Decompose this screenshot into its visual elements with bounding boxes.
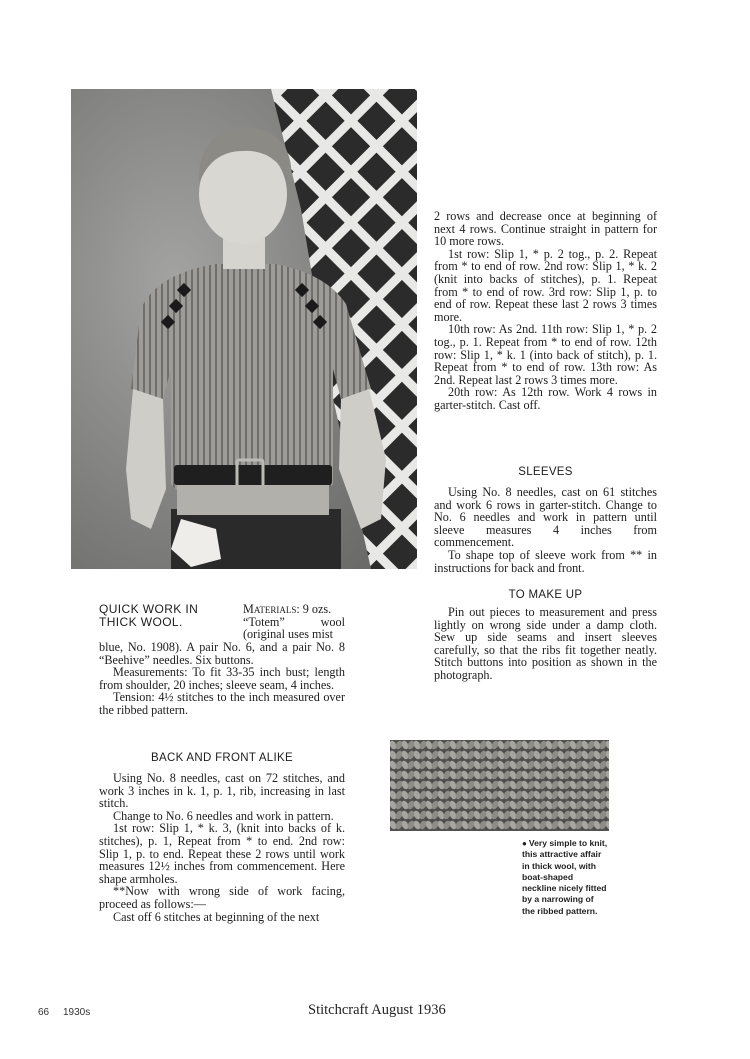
belt: [174, 465, 332, 485]
sleeves-heading: SLEEVES: [518, 466, 573, 478]
make-up-heading: TO MAKE UP: [508, 589, 583, 601]
title-line: QUICK WORK IN: [99, 602, 199, 616]
ribbed-hem: [177, 485, 329, 515]
knitwear-photo: [71, 89, 417, 569]
instruction-paragraph: 2 rows and decrease once at beginning of next 4 rows. Continue straight in pattern for 10 more rows.: [434, 209, 657, 249]
tension-text: Tension: 4½ stitches to the inch measured over the ribbed pattern.: [99, 690, 345, 717]
materials-text: “Totem” wool: [243, 614, 345, 629]
instruction-paragraph: 1st row: Slip 1, * k. 3, (knit into backs of k. stitches), p. 1, Repeat from * to end. 2nd row: Slip 1, p. to end. Repeat these 2 rows until work measures 12½ inches from commencement. Here shape armholes.: [99, 821, 345, 886]
instruction-paragraph: 10th row: As 2nd. 11th row: Slip 1, * p. 2 tog., p. 1. Repeat from * to end of row. 12th row: Slip 1, * k. 1 (into back of stitch), p. 1. Repeat from * to end of row. 13th row: As 2nd. Repeat last 2 rows 3 times more.: [434, 322, 657, 387]
swatch-texture: [390, 740, 609, 831]
materials-rest: blue, No. 1908). A pair No. 6, and a pair No. 8 “Beehive” needles. Six buttons.: [99, 640, 345, 667]
pattern-title: [99, 603, 198, 629]
title-line: THICK WOOL.: [99, 615, 183, 629]
instruction-paragraph: Using No. 8 needles, cast on 72 stitches, and work 3 inches in k. 1, p. 1, rib, increasing in last stitch.: [99, 771, 345, 811]
sleeves-section: [434, 486, 657, 574]
make-up-section: [434, 606, 657, 682]
instruction-paragraph: Using No. 8 needles, cast on 61 stitches and work 6 rows in garter-stitch. Change to No. 6 needles and work in pattern until sleeve measures 4 inches from commencement.: [434, 485, 657, 550]
instruction-paragraph: 20th row: As 12th row. Work 4 rows in garter-stitch. Cast off.: [434, 385, 657, 412]
instruction-paragraph: Pin out pieces to measurement and press lightly on wrong side under a damp cloth. Sew up side seams and insert sleeves carefully, so that the ribs fit together neatly. Stitch buttons into position as shown in the photograph.: [434, 605, 657, 682]
back-front-section: [99, 772, 345, 923]
instruction-paragraph: 1st row: Slip 1, * p. 2 tog., p. 2. Repeat from * to end of row. 2nd row: Slip 1, * k. 2 (knit into backs of stitches), p. 1. Repeat from * to end of row. 3rd row: Slip 1, p. to end of row. Repeat these last 2 rows 3 times more.: [434, 246, 657, 324]
materials-text: 9 ozs.: [302, 602, 332, 616]
right-column-upper: [434, 210, 657, 412]
back-front-heading: BACK AND FRONT ALIKE: [151, 752, 293, 764]
materials-label: Materials:: [243, 602, 300, 616]
stitch-swatch-photo: [390, 740, 609, 831]
photo-illustration: [71, 89, 417, 569]
decade-label: 1930s: [63, 1007, 91, 1018]
publication-title: Stitchcraft August 1936: [308, 1002, 446, 1018]
page-number: 66: [38, 1007, 50, 1018]
measurements-text: Measurements: To fit 33-35 inch bust; length from shoulder, 20 inches; sleeve seam, 4 inches.: [99, 665, 345, 692]
caption-text: Very simple to knit, this attractive affair in thick wool, with boat-shaped neckline nicely fitted by a narrowing of the ribbed pattern.: [522, 838, 608, 916]
instruction-paragraph: **Now with wrong side of work facing, proceed as follows:—: [99, 884, 345, 911]
instruction-paragraph: Cast off 6 stitches at beginning of the next: [113, 909, 320, 924]
materials-block: [243, 603, 345, 641]
instruction-paragraph: To shape top of sleeve work from ** in instructions for back and front.: [434, 547, 657, 575]
caption-bullet: ●: [522, 839, 527, 848]
materials-continued: [99, 641, 345, 717]
photo-caption: [522, 838, 608, 917]
materials-text: (original uses mist: [243, 627, 334, 642]
instruction-paragraph: Change to No. 6 needles and work in pattern.: [113, 808, 334, 823]
